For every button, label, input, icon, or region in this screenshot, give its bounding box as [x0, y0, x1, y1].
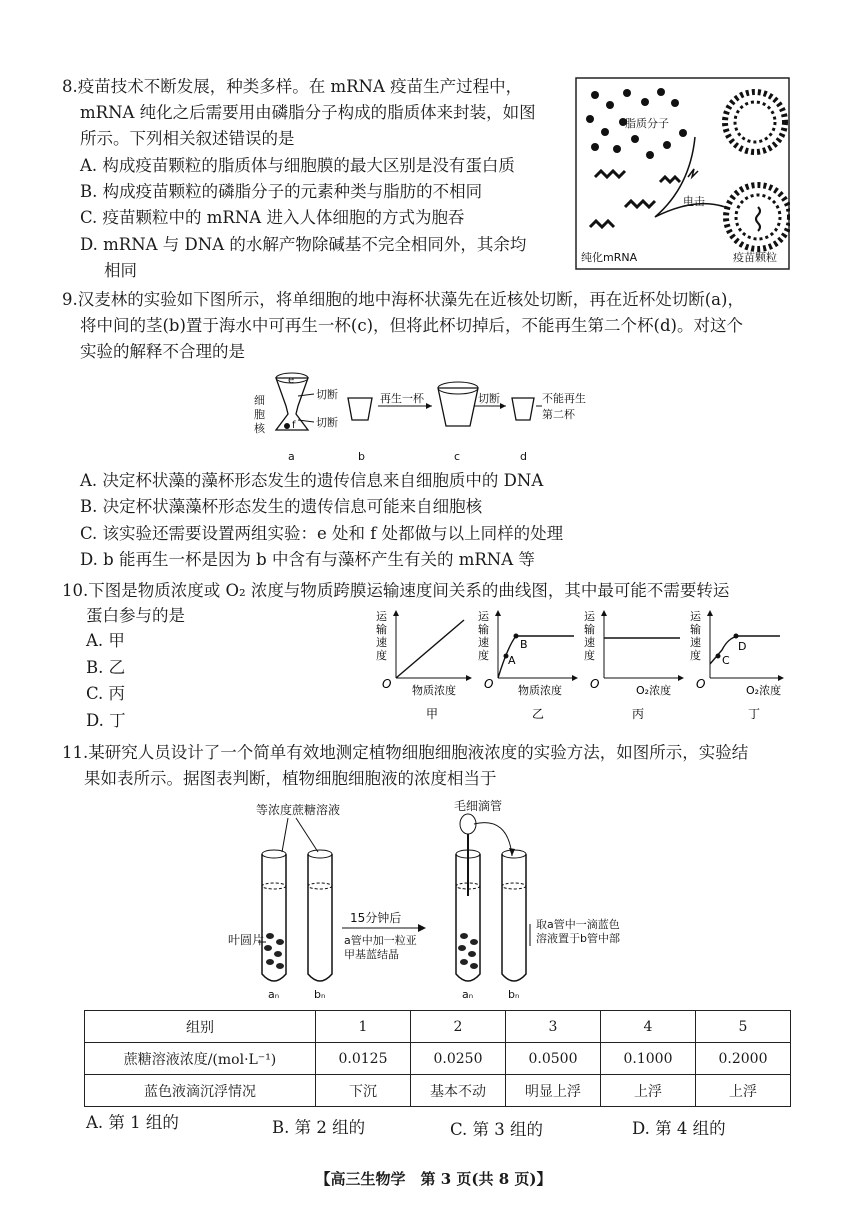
- q9-option-a[interactable]: A. 决定杯状藻的藻杯形态发生的遗传信息来自细胞质中的 DNA: [80, 471, 544, 490]
- q8-option-d-cont: 相同: [104, 261, 137, 280]
- cut-label-2: 切断: [316, 416, 338, 429]
- q8-option-a[interactable]: A. 构成疫苗颗粒的脂质体与细胞膜的最大区别是没有蛋白质: [80, 156, 515, 175]
- cut-label-3: 切断: [478, 392, 500, 405]
- regen-label: 再生一杯: [380, 392, 424, 405]
- label-c: c: [454, 450, 461, 463]
- q8-liposome-figure: [575, 77, 790, 270]
- ylabel-char: 运: [584, 610, 595, 623]
- ylabel-char: 速: [376, 636, 387, 649]
- tube-b2-label: bₙ: [508, 988, 520, 1001]
- table-cell: 0.0250: [411, 1043, 506, 1075]
- label-e: e: [288, 375, 295, 386]
- after-label: 15分钟后: [350, 911, 402, 925]
- q11-stem-line2: 果如表所示。据图表判断，植物细胞细胞液的浓度相当于: [84, 769, 497, 788]
- table-row: [85, 1043, 791, 1075]
- table-cell: 2: [411, 1011, 506, 1043]
- q8-option-d[interactable]: D. mRNA 与 DNA 的水解产物除碱基不完全相同外，其余均: [80, 235, 527, 254]
- ylabel-char: 运: [478, 610, 489, 623]
- table-cell: 上浮: [696, 1075, 791, 1107]
- ylabel-char: 速: [584, 636, 595, 649]
- graph-bing: [584, 610, 684, 721]
- tube-a2-label: aₙ: [462, 988, 474, 1001]
- point-a-label: A: [508, 654, 516, 667]
- q9-stem-line3: 实验的解释不合理的是: [80, 342, 245, 361]
- ylabel-char: 度: [584, 649, 595, 662]
- q11-option-c[interactable]: C. 第 3 组的: [450, 1120, 544, 1139]
- table-cell: 3: [506, 1011, 601, 1043]
- origin-label: O: [590, 677, 600, 691]
- q10-option-b[interactable]: B. 乙: [86, 658, 126, 677]
- ylabel-char: 输: [584, 623, 595, 636]
- ylabel-char: 输: [376, 623, 387, 636]
- xlabel: 物质浓度: [412, 684, 456, 697]
- tube-b-label: bₙ: [314, 988, 326, 1001]
- q10-option-a[interactable]: A. 甲: [86, 631, 125, 650]
- solution-label: 等浓度蔗糖溶液: [256, 803, 341, 817]
- take-label-1: 取a管中一滴蓝色: [536, 918, 620, 931]
- graph-name: 甲: [426, 707, 439, 721]
- label-b: b: [358, 450, 365, 463]
- ylabel-char: 运: [690, 610, 701, 623]
- label-a: a: [288, 450, 295, 463]
- origin-label: O: [484, 677, 494, 691]
- q8-stem-line3: 所示。下列相关叙述错误的是: [80, 129, 295, 148]
- label-f: f: [292, 420, 296, 431]
- add-label-1: a管中加一粒亚: [344, 934, 417, 947]
- leaf-label: 叶圆片: [228, 933, 265, 947]
- table-cell: 上浮: [601, 1075, 696, 1107]
- nucleus-char-2: 胞: [254, 408, 265, 421]
- q8-stem-line1: 8.疫苗技术不断发展，种类多样。在 mRNA 疫苗生产过程中，: [62, 77, 523, 96]
- lipid-label: 脂质分子: [625, 117, 669, 130]
- nucleus-char-1: 细: [254, 394, 265, 407]
- page-footer: 【高三生物学 第 3 页(共 8 页)】: [315, 1170, 552, 1188]
- label-d: d: [520, 450, 527, 463]
- vaccine-label: 疫苗颗粒: [733, 251, 777, 264]
- nucleus-char-3: 核: [254, 422, 265, 435]
- ylabel-char: 运: [376, 610, 387, 623]
- table-cell: 基本不动: [411, 1075, 506, 1107]
- table-cell: 下沉: [316, 1075, 411, 1107]
- ylabel-char: 度: [690, 649, 701, 662]
- shock-label: 电击: [683, 195, 705, 208]
- q10-option-c[interactable]: C. 丙: [86, 684, 126, 703]
- table-cell: 蓝色液滴沉浮情况: [85, 1075, 316, 1107]
- ylabel-char: 度: [478, 649, 489, 662]
- noregen-label-2: 第二杯: [542, 408, 575, 421]
- q9-acetabularia-figure: [248, 366, 608, 464]
- q8-stem-line2: mRNA 纯化之后需要用由磷脂分子构成的脂质体来封装，如图: [80, 103, 536, 122]
- graph-jia: [376, 610, 472, 721]
- table-cell: 蔗糖溶液浓度/(mol·L⁻¹): [85, 1043, 316, 1075]
- cut-label-1: 切断: [316, 388, 338, 401]
- q8-option-b[interactable]: B. 构成疫苗颗粒的磷脂分子的元素种类与脂肪的不相同: [80, 182, 483, 201]
- graph-ding: [690, 610, 784, 721]
- table-cell: 0.0500: [506, 1043, 601, 1075]
- noregen-label-1: 不能再生: [542, 392, 586, 405]
- ylabel-char: 速: [690, 636, 701, 649]
- table-cell: 1: [316, 1011, 411, 1043]
- ylabel-char: 输: [690, 623, 701, 636]
- table-cell: 0.2000: [696, 1043, 791, 1075]
- point-b-label: B: [520, 638, 528, 651]
- table-cell: 明显上浮: [506, 1075, 601, 1107]
- q9-stem-line1: 9.汉麦林的实验如下图所示，将单细胞的地中海杯状藻先在近核处切断，再在近杯处切断(a)，: [62, 290, 744, 309]
- table-cell: 5: [696, 1011, 791, 1043]
- q9-option-d[interactable]: D. b 能再生一杯是因为 b 中含有与藻杯产生有关的 mRNA 等: [80, 550, 535, 569]
- table-cell: 4: [601, 1011, 696, 1043]
- graph-name: 丙: [632, 707, 645, 721]
- mrna-label: 纯化mRNA: [581, 251, 638, 264]
- q9-stem-line2: 将中间的茎(b)置于海水中可再生一杯(c)，但将此杯切掉后，不能再生第二个杯(d)。对这个: [80, 316, 743, 335]
- q10-graphs: [366, 606, 786, 726]
- add-label-2: 甲基蓝结晶: [344, 948, 399, 961]
- table-row: [85, 1011, 791, 1043]
- ylabel-char: 速: [478, 636, 489, 649]
- xlabel: 物质浓度: [518, 684, 562, 697]
- graph-name: 乙: [532, 707, 545, 721]
- q11-option-d[interactable]: D. 第 4 组的: [632, 1119, 726, 1138]
- origin-label: O: [382, 677, 392, 691]
- q11-result-table: [84, 1010, 791, 1107]
- xlabel: O₂浓度: [746, 684, 782, 697]
- q11-option-a[interactable]: A. 第 1 组的: [86, 1113, 179, 1132]
- q8-option-c[interactable]: C. 疫苗颗粒中的 mRNA 进入人体细胞的方式为胞吞: [80, 208, 465, 227]
- q10-option-d[interactable]: D. 丁: [86, 711, 126, 730]
- ylabel-char: 度: [376, 649, 387, 662]
- table-cell: 0.1000: [601, 1043, 696, 1075]
- table-cell: 组别: [85, 1011, 316, 1043]
- ylabel-char: 输: [478, 623, 489, 636]
- q11-option-b[interactable]: B. 第 2 组的: [272, 1118, 366, 1137]
- graph-yi: [478, 610, 578, 721]
- graph-name: 丁: [748, 707, 761, 721]
- origin-label: O: [696, 677, 706, 691]
- xlabel: O₂浓度: [636, 684, 672, 697]
- capillary-label: 毛细滴管: [454, 799, 503, 813]
- q11-stem-line1: 11.某研究人员设计了一个简单有效地测定植物细胞细胞液浓度的实验方法，如图所示，实验结: [62, 743, 749, 762]
- point-c-label: C: [722, 654, 730, 667]
- point-d-label: D: [738, 640, 747, 653]
- table-row: [85, 1075, 791, 1107]
- q11-experiment-figure: [228, 796, 658, 1010]
- q10-stem-line2: 蛋白参与的是: [86, 606, 185, 625]
- q9-option-b[interactable]: B. 决定杯状藻藻杯形态发生的遗传信息可能来自细胞核: [80, 497, 483, 516]
- q10-stem-line1: 10.下图是物质浓度或 O₂ 浓度与物质跨膜运输速度间关系的曲线图，其中最可能不需要转运: [62, 581, 730, 600]
- take-label-2: 溶液置于b管中部: [536, 932, 620, 945]
- q9-option-c[interactable]: C. 该实验还需要设置两组实验：e 处和 f 处都做与以上同样的处理: [80, 524, 564, 543]
- table-cell: 0.0125: [316, 1043, 411, 1075]
- tube-a-label: aₙ: [268, 988, 280, 1001]
